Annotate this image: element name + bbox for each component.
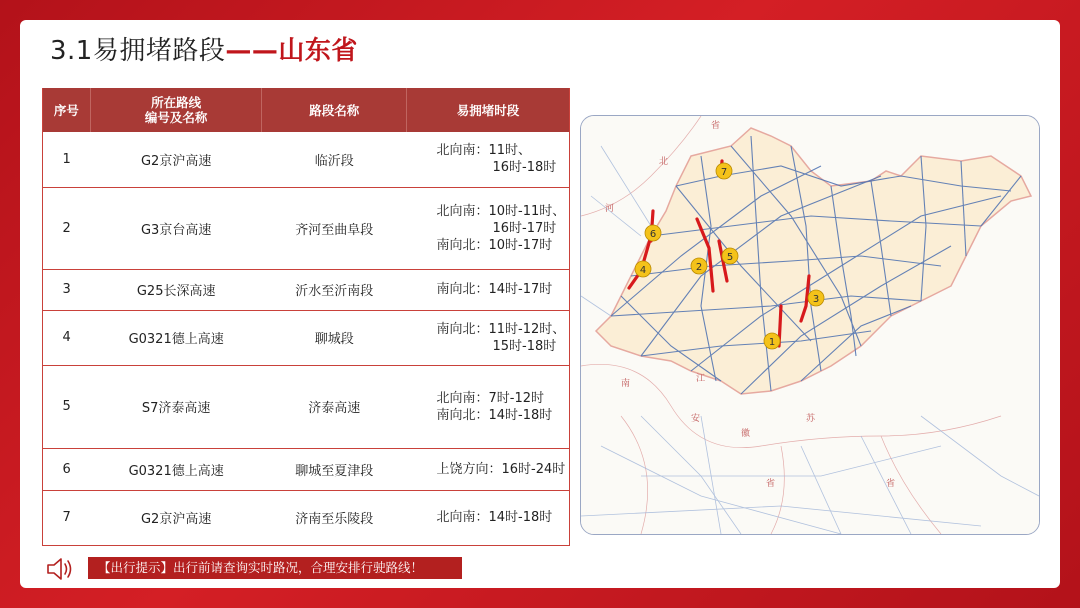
row-route: G3京台高速	[90, 187, 262, 269]
marker-5[interactable]	[722, 248, 738, 264]
svg-text:1: 1	[768, 337, 776, 348]
travel-tip-banner: 【出行提示】出行前请查询实时路况，合理安排行驶路线！	[88, 557, 462, 579]
row-route: G2京沪高速	[90, 490, 262, 545]
row-no: 1	[43, 132, 91, 187]
label-he: 河	[605, 204, 615, 214]
svg-text:3: 3	[812, 294, 820, 305]
row-time	[406, 269, 569, 310]
svg-text:7: 7	[720, 167, 728, 178]
table-row	[43, 448, 570, 490]
table-row	[43, 269, 570, 310]
row-section: 聊城段	[262, 310, 407, 365]
row-time	[406, 448, 569, 490]
svg-text:4: 4	[639, 265, 647, 276]
shandong-map[interactable]	[580, 115, 1040, 535]
header-section: 路段名称	[262, 88, 407, 132]
speaker-icon[interactable]	[44, 554, 76, 584]
label-sheng-top: 省	[711, 121, 721, 131]
label-sheng-right: 省	[886, 479, 896, 489]
row-section: 济泰高速	[262, 365, 407, 448]
row-section: 聊城至夏津段	[262, 448, 407, 490]
row-time	[406, 132, 569, 187]
header-no: 序号	[43, 88, 91, 132]
time-line: 上饶方向：16时-24时	[436, 461, 566, 477]
marker-4[interactable]	[635, 261, 651, 277]
row-no: 5	[43, 365, 91, 448]
label-jiang: 江	[696, 374, 706, 384]
row-no: 7	[43, 490, 91, 545]
row-time	[406, 365, 569, 448]
time-line: 南向北：14时-18时	[436, 407, 553, 423]
row-no: 3	[43, 269, 91, 310]
row-time	[406, 490, 569, 545]
row-time	[406, 187, 569, 269]
time-line: 北向南：10时-11时、	[436, 203, 566, 219]
table-row	[43, 310, 570, 365]
time-line: 南向北：10时-17时	[436, 237, 553, 253]
marker-6[interactable]	[645, 225, 661, 241]
table-row	[43, 132, 570, 187]
time-line: 南向北：14时-17时	[436, 282, 553, 297]
table-row	[43, 365, 570, 448]
label-hui: 徽	[741, 429, 751, 439]
label-nan: 南	[621, 379, 631, 389]
row-route: G0321德上高速	[90, 310, 262, 365]
time-line: 北向南：11时、	[436, 143, 532, 159]
label-an: 安	[691, 414, 701, 424]
header-time: 易拥堵时段	[406, 88, 569, 132]
marker-7[interactable]	[716, 163, 732, 179]
row-route: G2京沪高速	[90, 132, 262, 187]
svg-text:2: 2	[695, 262, 703, 273]
label-su: 苏	[806, 414, 816, 424]
time-line: 16时-17时	[492, 220, 557, 236]
time-line: 16时-18时	[492, 160, 557, 176]
row-section: 济南至乐陵段	[262, 490, 407, 545]
header-route-line1: 所在路线	[151, 95, 202, 110]
marker-3[interactable]	[808, 290, 824, 306]
title-accent: ——山东省	[225, 36, 358, 66]
marker-2[interactable]	[691, 258, 707, 274]
map-svg	[581, 116, 1039, 534]
time-line: 南向北：11时-12时、	[436, 321, 566, 337]
table-row	[43, 490, 570, 545]
svg-text:6: 6	[649, 229, 657, 240]
svg-text:5: 5	[726, 252, 734, 263]
table-header-row	[43, 88, 570, 132]
row-route: G0321德上高速	[90, 448, 262, 490]
row-no: 6	[43, 448, 91, 490]
row-no: 2	[43, 187, 91, 269]
time-line: 15时-18时	[492, 338, 557, 354]
time-line: 北向南：7时-12时	[436, 390, 544, 406]
row-section: 沂水至沂南段	[262, 269, 407, 310]
header-route	[90, 88, 262, 132]
row-section: 齐河至曲阜段	[262, 187, 407, 269]
row-no: 4	[43, 310, 91, 365]
row-route: S7济泰高速	[90, 365, 262, 448]
time-line: 北向南：14时-18时	[436, 510, 553, 525]
title-main: 3.1易拥堵路段	[50, 36, 226, 66]
congestion-table	[42, 88, 570, 546]
row-time	[406, 310, 569, 365]
table-row	[43, 187, 570, 269]
label-bei: 北	[659, 157, 669, 167]
label-sheng-bottom: 省	[766, 479, 776, 489]
page-title	[50, 30, 358, 67]
marker-1[interactable]	[764, 333, 780, 349]
row-route: G25长深高速	[90, 269, 262, 310]
row-section: 临沂段	[262, 132, 407, 187]
header-route-line2: 编号及名称	[144, 110, 208, 125]
